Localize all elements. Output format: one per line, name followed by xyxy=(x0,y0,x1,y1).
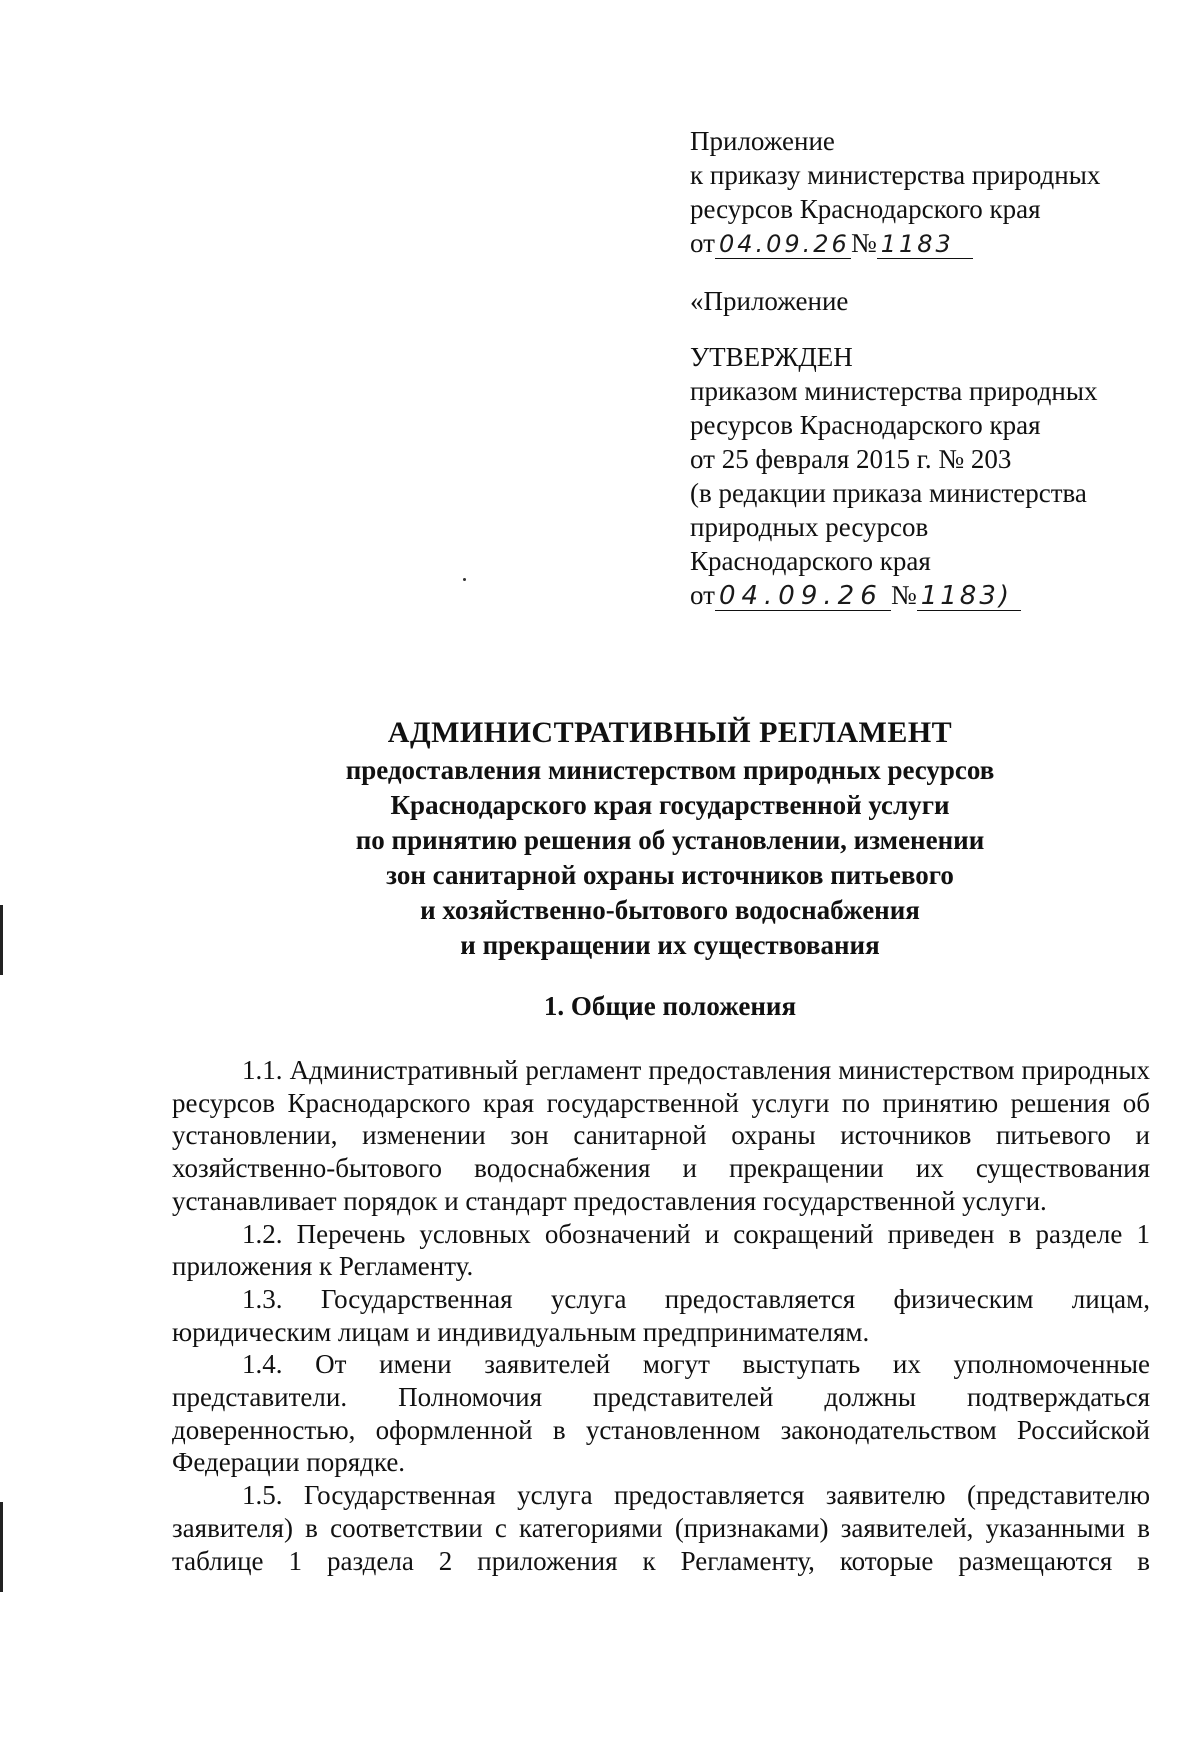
title-line: по принятию решения об установлении, изменении xyxy=(355,825,985,855)
approved-line: Краснодарского края xyxy=(690,546,931,576)
approved-line: ресурсов Краснодарского края xyxy=(690,410,1041,440)
document-title xyxy=(180,713,1160,963)
approved-line: от 25 февраля 2015 г. № 203 xyxy=(690,444,1012,474)
number-sign: № xyxy=(850,228,877,258)
approved-date-line xyxy=(690,578,1170,612)
number-sign: № xyxy=(890,580,917,610)
title-line: и прекращении их существования xyxy=(460,930,880,960)
paragraph-1-4: 1.4. От имени заявителей могут выступать их уполномоченные представители. Полномочия представителей должны подтверждаться доверенностью, оформленной в установленном законодательством Российской Федерации порядке. xyxy=(172,1349,1150,1478)
handwritten-number: 1183 xyxy=(877,230,973,259)
section-body xyxy=(172,1054,1150,1577)
appendix-header xyxy=(690,124,1170,612)
handwritten-number: 1183) xyxy=(917,582,1021,611)
paragraph-1-3: 1.3. Государственная услуга предоставляется физическим лицам, юридическим лицам и индивидуальным предпринимателям. xyxy=(172,1283,1150,1347)
title-line: и хозяйственно-бытового водоснабжения xyxy=(420,895,920,925)
paragraph-1-2: 1.2. Перечень условных обозначений и сокращений приведен в разделе 1 приложения к Регламенту. xyxy=(172,1218,1150,1282)
approved-line: приказом министерства природных xyxy=(690,376,1098,406)
title-line: Краснодарского края государственной услуги xyxy=(390,790,950,820)
section-heading: 1. Общие положения xyxy=(543,991,797,1021)
appendix-date-line xyxy=(690,226,1170,260)
date-prefix: от xyxy=(690,580,715,610)
approved-quote-line: «Приложение xyxy=(690,286,849,316)
date-prefix: от xyxy=(690,228,715,258)
approved-line: (в редакции приказа министерства xyxy=(690,478,1087,508)
title-line: зон санитарной охраны источников питьевого xyxy=(386,860,954,890)
appendix-line: к приказу министерства природных xyxy=(690,160,1101,190)
scan-dot xyxy=(463,578,466,581)
paragraph-1-1: 1.1. Административный регламент предоставления министерством природных ресурсов Краснодарского края государственной услуги по принятию решения об установлении, изменении зон санитарной охраны источников питьевого и хозяйственно-бытового водоснабжения и прекращении их существования устанавливает порядок и стандарт предоставления государственной услуги. xyxy=(172,1055,1150,1216)
appendix-title: Приложение xyxy=(690,126,835,156)
appendix-line: ресурсов Краснодарского края xyxy=(690,194,1041,224)
scan-edge-mark xyxy=(0,1502,3,1592)
approved-line: природных ресурсов xyxy=(690,512,929,542)
paragraph-1-5: 1.5. Государственная услуга предоставляется заявителю (представителю заявителя) в соответствии с категориями (признаками) заявителей, указанными в таблице 1 раздела 2 приложения к Регламенту, которые размещаются в xyxy=(172,1480,1150,1576)
approved-stamp: УТВЕРЖДЕН xyxy=(690,342,853,372)
handwritten-date: 04.09.26 xyxy=(715,582,891,611)
title-main: АДМИНИСТРАТИВНЫЙ РЕГЛАМЕНТ xyxy=(387,716,953,749)
scan-edge-mark xyxy=(0,905,3,975)
title-line: предоставления министерством природных ресурсов xyxy=(345,755,995,785)
handwritten-date: 04.09.26 xyxy=(715,230,851,259)
